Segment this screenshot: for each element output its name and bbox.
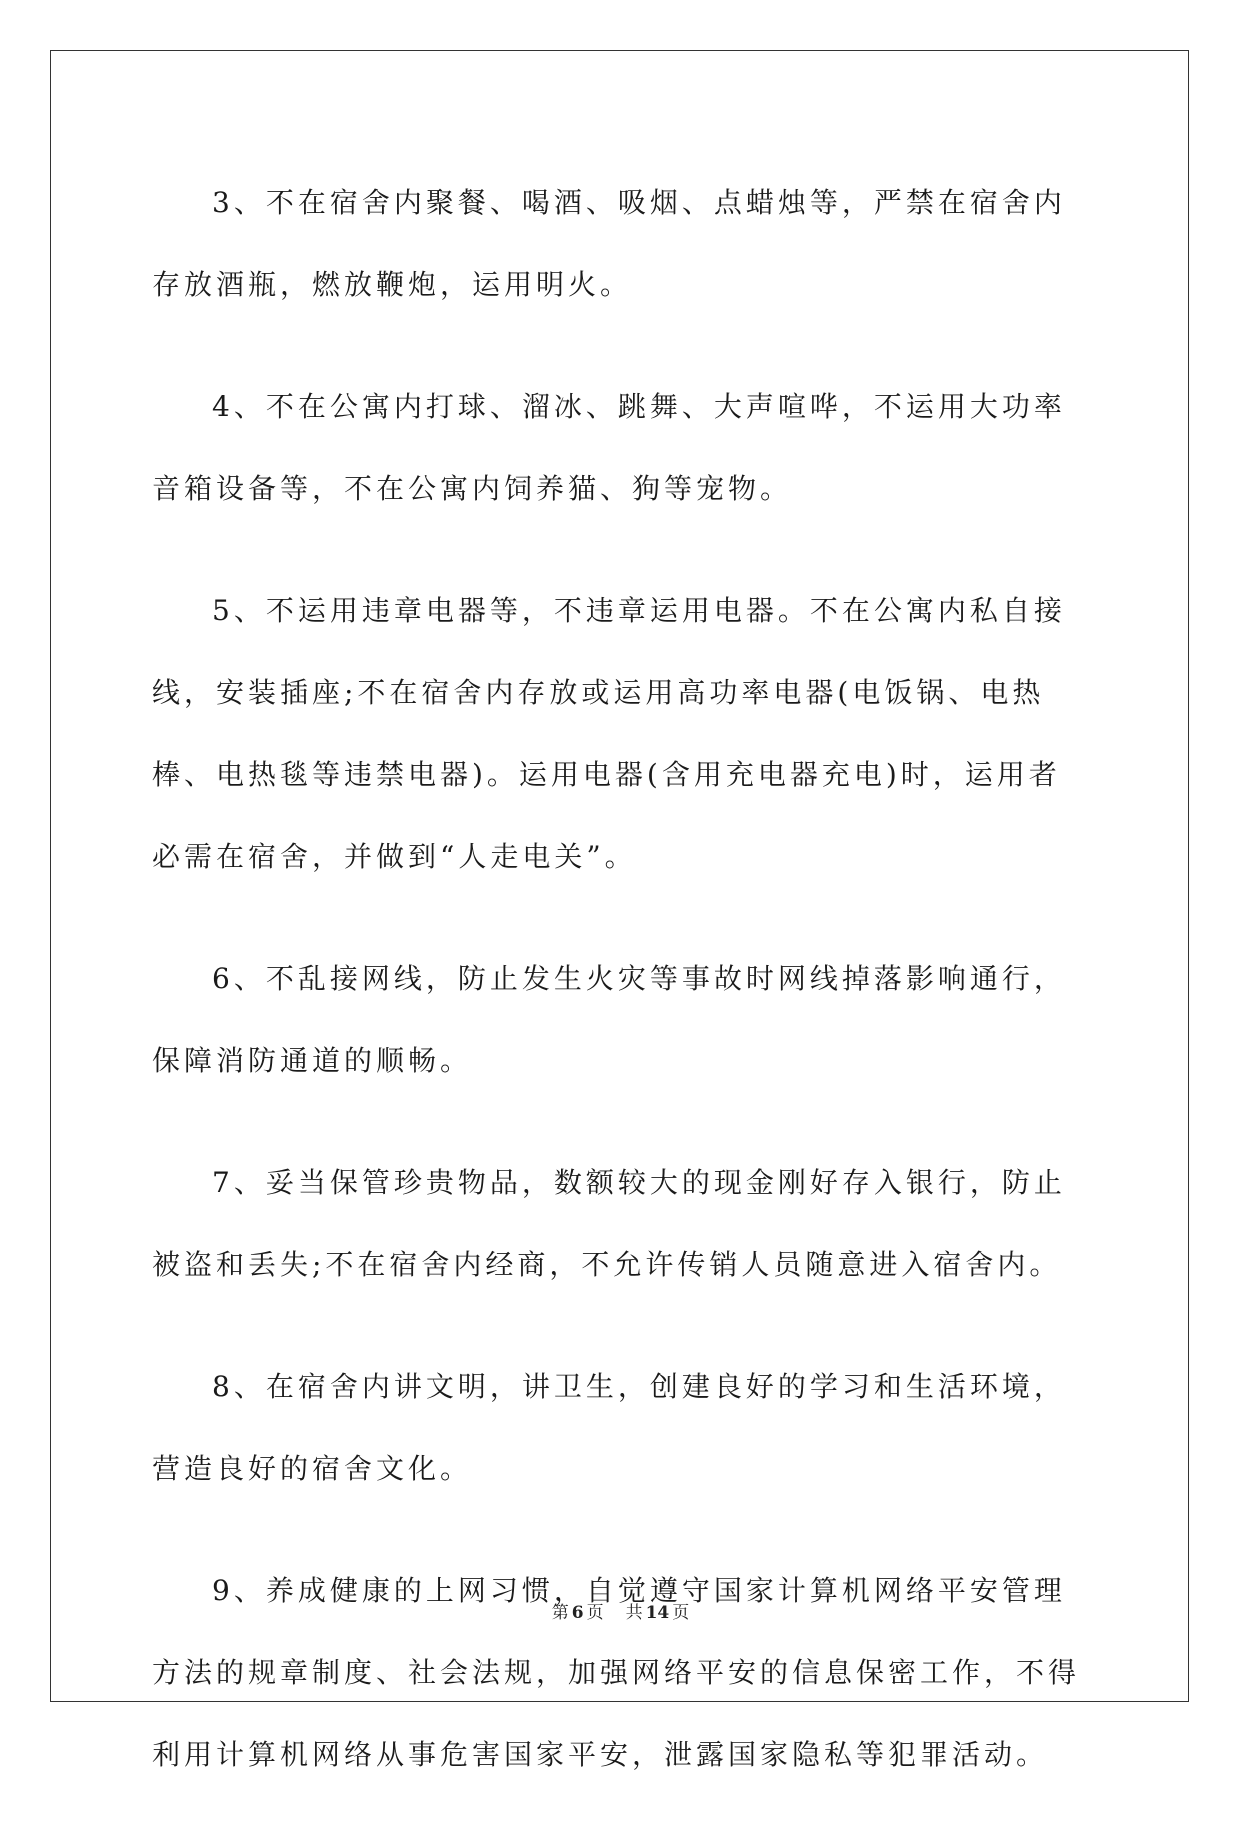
- page-footer: [0, 1598, 1241, 1623]
- footer-page-prefix: 第: [551, 1603, 569, 1623]
- paragraph-item-9: 9、养成健康的上网习惯，自觉遵守国家计算机网络平安管理方法的规章制度、社会法规，加强网络平安的信息保密工作，不得利用计算机网络从事危害国家平安，泄露国家隐私等犯罪活动。: [152, 1574, 1081, 1771]
- footer-total-suffix: 页: [672, 1603, 690, 1623]
- footer-page-suffix: 页: [586, 1603, 604, 1623]
- footer-total-number: 14: [645, 1603, 670, 1623]
- paragraph-item-6: 6、不乱接网线，防止发生火灾等事故时网线掉落影响通行，保障消防通道的顺畅。: [152, 962, 1066, 1077]
- paragraph-item-7: 7、妥当保管珍贵物品，数额较大的现金刚好存入银行，防止被盗和丢失;不在宿舍内经商，不允许传销人员随意进入宿舍内。: [152, 1166, 1066, 1281]
- paragraph-item-3: 3、不在宿舍内聚餐、喝酒、吸烟、点蜡烛等，严禁在宿舍内存放酒瓶，燃放鞭炮，运用明火。: [152, 186, 1066, 301]
- footer-total-prefix: 共: [625, 1603, 643, 1623]
- paragraph-item-4: 4、不在公寓内打球、溜冰、跳舞、大声喧哗，不运用大功率音箱设备等，不在公寓内饲养猫、狗等宠物。: [152, 390, 1066, 505]
- paragraph-item-5: 5、不运用违章电器等，不违章运用电器。不在公寓内私自接线，安装插座;不在宿舍内存放或运用高功率电器(电饭锅、电热棒、电热毯等违禁电器)。运用电器(含用充电器充电)时，运用者必需在宿舍，并做到“人走电关”。: [152, 594, 1066, 873]
- footer-page-number: 6: [571, 1603, 584, 1623]
- document-body: [152, 162, 1092, 1836]
- paragraph-item-8: 8、在宿舍内讲文明，讲卫生，创建良好的学习和生活环境，营造良好的宿舍文化。: [152, 1370, 1066, 1485]
